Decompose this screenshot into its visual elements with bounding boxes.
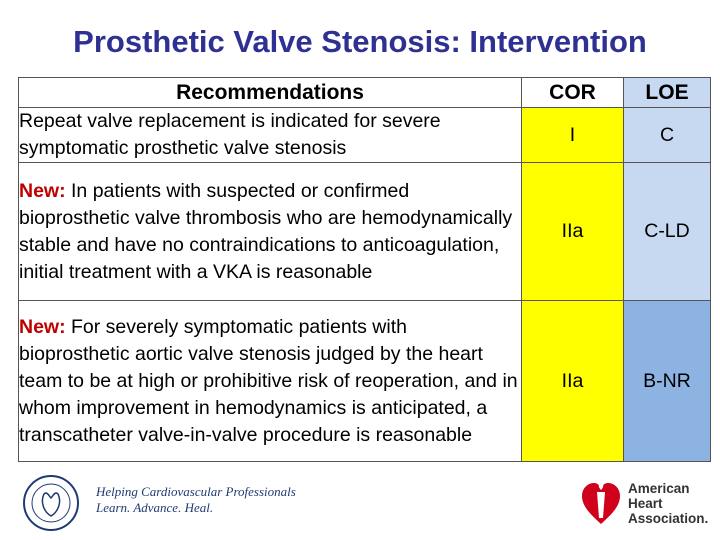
recommendation-body: In patients with suspected or confirmed bioprosthetic valve thrombosis who are hemodynamically stable and have no contraindications to anticoagulation, initial treatment with a VKA is reasonable (19, 179, 513, 283)
table-row (19, 163, 711, 301)
cor-cell: I (522, 108, 624, 163)
table-header-row (19, 78, 711, 108)
aha-wordmark (628, 481, 708, 526)
new-label: New: (19, 179, 66, 202)
acc-seal-logo (22, 474, 80, 532)
table-row (19, 301, 711, 462)
acc-tagline-line2: Learn. Advance. Heal. (96, 500, 214, 515)
loe-cell: B-NR (624, 301, 711, 462)
aha-heart-torch-icon (580, 478, 622, 528)
loe-cell: C-LD (624, 163, 711, 301)
aha-wordmark-line2: Heart (628, 496, 663, 511)
slide-title: Prosthetic Valve Stenosis: Intervention (73, 24, 647, 59)
recommendation-body: Repeat valve replacement is indicated for severe symptomatic prosthetic valve stenosis (19, 110, 441, 159)
header-recommendations: Recommendations (19, 78, 522, 108)
table-row (19, 108, 711, 163)
recommendation-text (19, 108, 522, 163)
recommendation-text (19, 163, 522, 301)
loe-cell: C (624, 108, 711, 163)
recommendation-text (19, 301, 522, 462)
acc-tagline (96, 484, 296, 516)
recommendation-body: For severely symptomatic patients with bioprosthetic aortic valve stenosis judged by the heart team to be at high or prohibitive risk of reoperation, and in whom improvement in hemodynamics is anticipated, a transcatheter valve-in-valve procedure is reasonable (19, 315, 518, 446)
recommendations-table (18, 77, 711, 462)
aha-wordmark-line3: Association. (628, 511, 709, 526)
acc-tagline-line1: Helping Cardiovascular Professionals (96, 484, 296, 499)
cor-cell: IIa (522, 301, 624, 462)
cor-cell: IIa (522, 163, 624, 301)
header-cor: COR (522, 78, 624, 108)
aha-wordmark-line1: American (628, 481, 690, 496)
new-label: New: (19, 315, 66, 338)
header-loe: LOE (624, 78, 711, 108)
